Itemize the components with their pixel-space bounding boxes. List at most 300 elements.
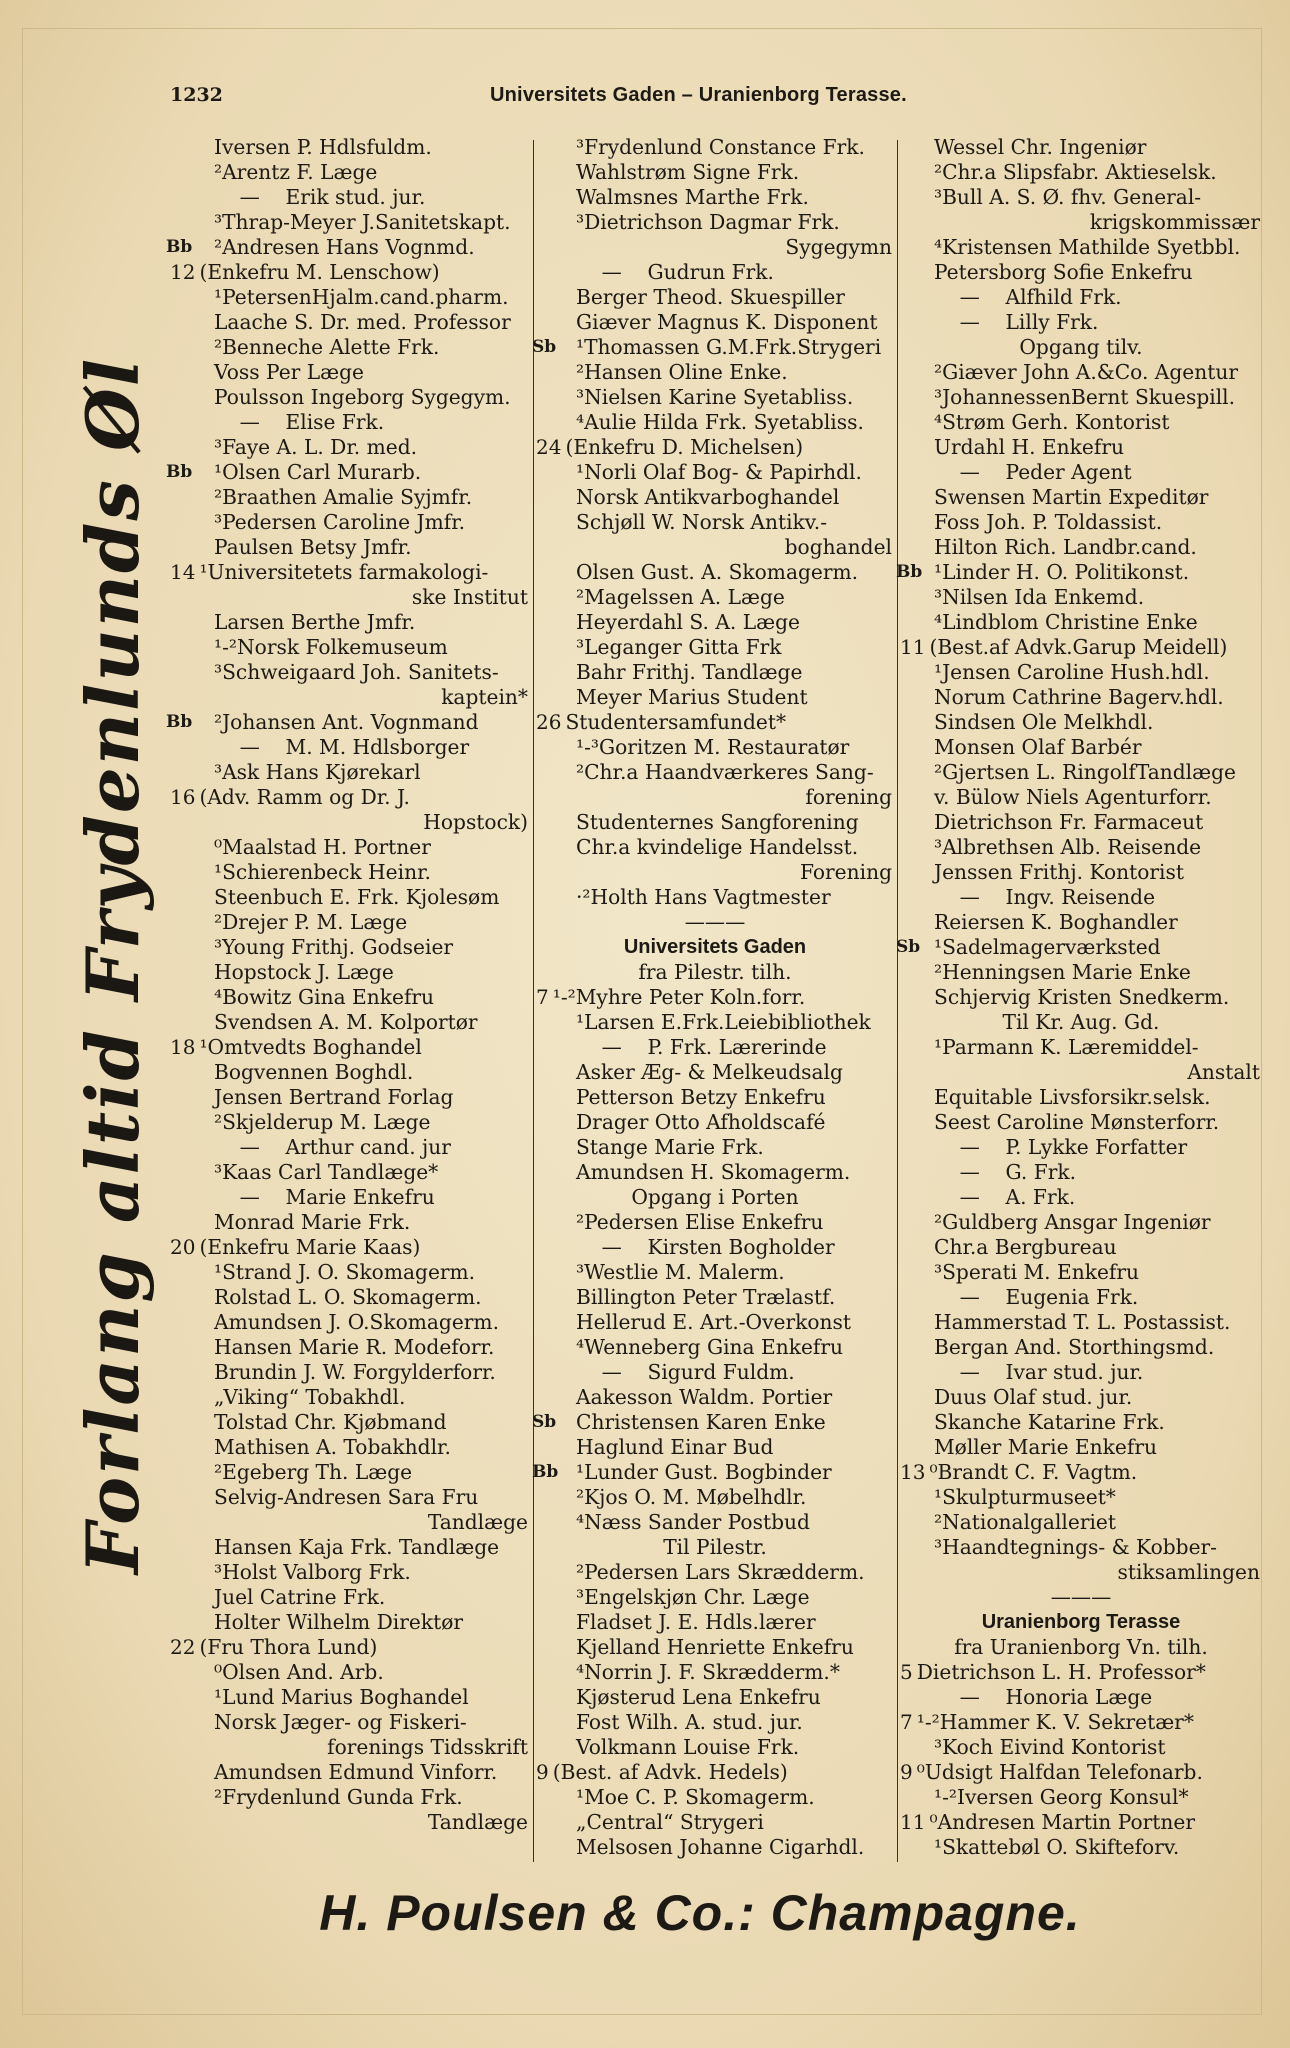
directory-entry bbox=[536, 760, 894, 785]
directory-entry bbox=[536, 1285, 894, 1310]
entry-text: ¹Skattebøl O. Skifteforv. bbox=[934, 1835, 1180, 1859]
directory-entry bbox=[896, 935, 1262, 960]
street-note bbox=[536, 1185, 894, 1210]
directory-entry bbox=[900, 785, 1262, 810]
entry-text: Hansen Marie R. Modeforr. bbox=[214, 1335, 495, 1359]
entry-text: Wahlstrøm Signe Frk. bbox=[576, 160, 800, 184]
directory-entry bbox=[536, 735, 894, 760]
directory-entry bbox=[170, 1235, 530, 1260]
entry-text: (Enkefru M. Lenschow) bbox=[199, 260, 440, 284]
entry-text: Amundsen J. O.Skomagerm. bbox=[214, 1310, 499, 1334]
directory-entry bbox=[536, 1360, 894, 1385]
entry-text: Asker Æg- & Melkeudsalg bbox=[576, 1060, 843, 1084]
entry-text: Poulsson Ingeborg Sygegym. bbox=[214, 385, 511, 409]
directory-entry bbox=[900, 610, 1262, 635]
directory-entry bbox=[900, 810, 1262, 835]
entry-text: Paulsen Betsy Jmfr. bbox=[214, 535, 412, 559]
directory-entry bbox=[166, 460, 530, 485]
directory-entry bbox=[536, 510, 894, 535]
directory-entry bbox=[170, 1485, 530, 1510]
entry-continuation bbox=[170, 1810, 530, 1835]
directory-entry bbox=[900, 960, 1262, 985]
entry-text: Christensen Karen Enke bbox=[576, 1410, 826, 1434]
entry-text: ³Faye A. L. Dr. med. bbox=[214, 435, 418, 459]
entry-text: ⁴Wenneberg Gina Enkefru bbox=[576, 1335, 844, 1359]
directory-entry bbox=[536, 1560, 894, 1585]
entry-continuation bbox=[536, 235, 894, 260]
directory-entry bbox=[536, 485, 894, 510]
directory-entry bbox=[900, 1135, 1262, 1160]
entry-text: — Ingv. Reisende bbox=[934, 885, 1156, 909]
directory-entry bbox=[900, 360, 1262, 385]
floor-marker: Sb bbox=[532, 1412, 557, 1432]
directory-entry bbox=[536, 1210, 894, 1235]
directory-entry bbox=[900, 285, 1262, 310]
entry-text: Juel Catrine Frk. bbox=[214, 1585, 386, 1609]
entry-text: ¹Universitetets farmakologi- bbox=[199, 560, 489, 584]
entry-text: ²Drejer P. M. Læge bbox=[214, 910, 408, 934]
directory-entry bbox=[536, 1710, 894, 1735]
directory-entry bbox=[536, 885, 894, 910]
house-number: 7 bbox=[536, 985, 549, 1009]
directory-entry bbox=[170, 860, 530, 885]
entry-text: Schjøll W. Norsk Antikv.- bbox=[576, 510, 828, 534]
entry-text: ¹Olsen Carl Murarb. bbox=[214, 460, 422, 484]
house-number: 22 bbox=[170, 1635, 196, 1659]
entry-text: Bahr Frithj. Tandlæge bbox=[576, 660, 803, 684]
directory-entry bbox=[170, 1535, 530, 1560]
entry-text: Foss Joh. P. Toldassist. bbox=[934, 510, 1163, 534]
floor-marker: Bb bbox=[896, 562, 923, 582]
entry-text: (Fru Thora Lund) bbox=[199, 1635, 378, 1659]
directory-entry bbox=[536, 1435, 894, 1460]
directory-entry bbox=[170, 285, 530, 310]
entry-text: ²Benneche Alette Frk. bbox=[214, 335, 440, 359]
entry-text: Tandlæge bbox=[427, 1510, 528, 1534]
directory-entry bbox=[900, 710, 1262, 735]
floor-marker: Bb bbox=[166, 237, 193, 257]
directory-entry bbox=[170, 385, 530, 410]
entry-text: — Ivar stud. jur. bbox=[934, 1360, 1144, 1384]
entry-text: Hopstock J. Læge bbox=[214, 960, 394, 984]
directory-entry bbox=[536, 1485, 894, 1510]
house-number: 20 bbox=[170, 1235, 196, 1259]
directory-entry bbox=[536, 1760, 894, 1785]
entry-text: ⁰Maalstad H. Portner bbox=[214, 835, 431, 859]
directory-entry bbox=[170, 1285, 530, 1310]
entry-text: ³Thrap-Meyer J.Sanitetskapt. bbox=[214, 210, 511, 234]
directory-entry bbox=[170, 1610, 530, 1635]
entry-text: ¹-²Norsk Folkemuseum bbox=[214, 635, 448, 659]
directory-entry bbox=[900, 585, 1262, 610]
directory-entry bbox=[170, 1585, 530, 1610]
entry-text: Tolstad Chr. Kjøbmand bbox=[214, 1410, 447, 1434]
page-header bbox=[170, 84, 1250, 114]
directory-entry bbox=[536, 1785, 894, 1810]
entry-text: ²Chr.a Haandværkeres Sang- bbox=[576, 760, 874, 784]
directory-entry bbox=[170, 410, 530, 435]
entry-text: Til Kr. Aug. Gd. bbox=[1002, 1010, 1160, 1034]
entry-text: ³Pedersen Caroline Jmfr. bbox=[214, 510, 466, 534]
directory-entry bbox=[170, 1685, 530, 1710]
directory-entry bbox=[170, 985, 530, 1010]
directory-entry bbox=[900, 1485, 1262, 1510]
entry-text: Steenbuch E. Frk. Kjolesøm bbox=[214, 885, 500, 909]
entry-text: Jensen Bertrand Forlag bbox=[214, 1085, 454, 1109]
directory-entry bbox=[170, 135, 530, 160]
directory-entry bbox=[900, 1735, 1262, 1760]
house-number: 11 bbox=[900, 635, 926, 659]
directory-entry bbox=[536, 560, 894, 585]
entry-text: Hammerstad T. L. Postassist. bbox=[934, 1310, 1231, 1334]
directory-entry bbox=[170, 185, 530, 210]
entry-text: Aakesson Waldm. Portier bbox=[576, 1385, 833, 1409]
entry-text: Hilton Rich. Landbr.cand. bbox=[934, 535, 1197, 559]
entry-text: Chr.a kvindelige Handelsst. bbox=[576, 835, 859, 859]
entry-text: — Eugenia Frk. bbox=[934, 1285, 1139, 1309]
entry-text: ²Giæver John A.&Co. Agentur bbox=[934, 360, 1238, 384]
page-number: 1232 bbox=[170, 84, 223, 106]
directory-entry bbox=[170, 435, 530, 460]
entry-continuation bbox=[900, 210, 1262, 235]
entry-text: ³Schweigaard Joh. Sanitets- bbox=[214, 660, 499, 684]
entry-text: ⁴Kristensen Mathilde Syetbbl. bbox=[934, 235, 1241, 259]
entry-text: ³Kaas Carl Tandlæge* bbox=[214, 1160, 439, 1184]
directory-entry bbox=[170, 660, 530, 685]
directory-entry bbox=[900, 860, 1262, 885]
entry-continuation bbox=[170, 685, 530, 710]
entry-text: Equitable Livsforsikr.selsk. bbox=[934, 1085, 1211, 1109]
entry-text: ³Bull A. S. Ø. fhv. General- bbox=[934, 185, 1202, 209]
entry-text: Giæver Magnus K. Disponent bbox=[576, 310, 878, 334]
house-number: 24 bbox=[536, 435, 562, 459]
directory-entry bbox=[900, 510, 1262, 535]
directory-entry bbox=[170, 1110, 530, 1135]
floor-marker: Sb bbox=[896, 937, 921, 957]
entry-text: Stange Marie Frk. bbox=[576, 1135, 764, 1159]
entry-text: krigskommissær bbox=[1089, 210, 1260, 234]
entry-text: ——— bbox=[1050, 1585, 1112, 1609]
entry-text: ⁰Olsen And. Arb. bbox=[214, 1660, 384, 1684]
entry-text: — Kirsten Bogholder bbox=[576, 1235, 835, 1259]
directory-entry bbox=[900, 1810, 1262, 1835]
house-number: 9 bbox=[536, 1760, 549, 1784]
directory-entry bbox=[536, 435, 894, 460]
entry-text: Monsen Olaf Barbér bbox=[934, 735, 1142, 759]
entry-text: Laache S. Dr. med. Professor bbox=[214, 310, 511, 334]
entry-text: Chr.a Bergbureau bbox=[934, 1235, 1117, 1259]
directory-entry bbox=[536, 1660, 894, 1685]
entry-text: ³Westlie M. Malerm. bbox=[576, 1260, 785, 1284]
directory-entry bbox=[900, 135, 1262, 160]
entry-text: ¹-²Iversen Georg Konsul* bbox=[934, 1785, 1189, 1809]
entry-text: Amundsen H. Skomagerm. bbox=[576, 1160, 851, 1184]
running-title: Universitets Gaden – Uranienborg Terasse. bbox=[490, 84, 907, 106]
entry-text: ²Chr.a Slipsfabr. Aktieselsk. bbox=[934, 160, 1217, 184]
directory-entry bbox=[536, 635, 894, 660]
entry-text: (Enkefru D. Michelsen) bbox=[565, 435, 804, 459]
directory-entry bbox=[536, 1610, 894, 1635]
entry-text: Swensen Martin Expeditør bbox=[934, 485, 1209, 509]
entry-text: Norum Cathrine Bagerv.hdl. bbox=[934, 685, 1224, 709]
directory-entry bbox=[900, 760, 1262, 785]
entry-text: Sygegymn bbox=[785, 235, 892, 259]
directory-entry bbox=[170, 935, 530, 960]
entry-text: Brundin J. W. Forgylderforr. bbox=[214, 1360, 496, 1384]
entry-continuation bbox=[170, 585, 530, 610]
directory-entry bbox=[170, 335, 530, 360]
entry-text: „Central“ Strygeri bbox=[576, 1810, 764, 1834]
entry-text: Walmsnes Marthe Frk. bbox=[576, 185, 809, 209]
entry-text: Dietrichson L. H. Professor* bbox=[916, 1660, 1206, 1684]
directory-entry bbox=[900, 485, 1262, 510]
directory-entry bbox=[536, 710, 894, 735]
entry-text: fra Uranienborg Vn. tilh. bbox=[954, 1635, 1208, 1659]
entry-text: — G. Frk. bbox=[934, 1160, 1077, 1184]
entry-text: Haglund Einar Bud bbox=[576, 1435, 774, 1459]
entry-text: Bergan And. Storthingsmd. bbox=[934, 1335, 1215, 1359]
entry-text: ³Nielsen Karine Syetabliss. bbox=[576, 385, 854, 409]
entry-text: Opgang i Porten bbox=[631, 1185, 799, 1209]
entry-text: ⁴Næss Sander Postbud bbox=[576, 1510, 810, 1534]
entry-text: — Alfhild Frk. bbox=[934, 285, 1122, 309]
directory-entry bbox=[900, 985, 1262, 1010]
directory-entry bbox=[536, 660, 894, 685]
entry-text: — Peder Agent bbox=[934, 460, 1132, 484]
entry-text: boghandel bbox=[784, 535, 892, 559]
entry-text: Møller Marie Enkefru bbox=[934, 1435, 1157, 1459]
entry-text: ¹Skulpturmuseet* bbox=[934, 1485, 1116, 1509]
entry-text: Studentersamfundet* bbox=[565, 710, 787, 734]
directory-entry bbox=[900, 1410, 1262, 1435]
directory-entry bbox=[900, 1085, 1262, 1110]
house-number: 11 bbox=[900, 1810, 926, 1834]
entry-text: (Best.af Advk.Garup Meidell) bbox=[929, 635, 1228, 659]
street-heading bbox=[536, 935, 894, 960]
directory-entry bbox=[170, 485, 530, 510]
directory-entry bbox=[536, 1385, 894, 1410]
entry-text: ——— bbox=[684, 910, 746, 934]
directory-entry bbox=[170, 1660, 530, 1685]
house-number: 9 bbox=[900, 1760, 913, 1784]
directory-entry bbox=[900, 160, 1262, 185]
directory-entry bbox=[900, 235, 1262, 260]
entry-text: Kjøsterud Lena Enkefru bbox=[576, 1685, 821, 1709]
entry-text: — Elise Frk. bbox=[214, 410, 385, 434]
directory-entry bbox=[170, 1160, 530, 1185]
entry-text: Bogvennen Boghdl. bbox=[214, 1060, 414, 1084]
entry-text: ³Nilsen Ida Enkemd. bbox=[934, 585, 1145, 609]
entry-text: forenings Tidsskrift bbox=[327, 1735, 528, 1759]
directory-entry bbox=[536, 460, 894, 485]
directory-entry bbox=[536, 585, 894, 610]
entry-text: ²Henningsen Marie Enke bbox=[934, 960, 1191, 984]
entry-text: ⁴Norrin J. F. Skrædderm.* bbox=[576, 1660, 840, 1684]
house-number: 7 bbox=[900, 1710, 913, 1734]
street-note bbox=[900, 1635, 1262, 1660]
directory-entry bbox=[170, 1760, 530, 1785]
entry-text: — M. M. Hdlsborger bbox=[214, 735, 470, 759]
directory-entry bbox=[900, 1310, 1262, 1335]
directory-entry bbox=[900, 660, 1262, 685]
entry-text: Urdahl H. Enkefru bbox=[934, 435, 1124, 459]
entry-text: ¹Larsen E.Frk.Leiebibliothek bbox=[576, 1010, 871, 1034]
directory-entry bbox=[170, 260, 530, 285]
entry-text: Schjervig Kristen Snedkerm. bbox=[934, 985, 1230, 1009]
directory-entry bbox=[536, 835, 894, 860]
entry-text: Studenternes Sangforening bbox=[576, 810, 859, 834]
entry-text: Berger Theod. Skuespiller bbox=[576, 285, 845, 309]
entry-text: ²Magelssen A. Læge bbox=[576, 585, 785, 609]
entry-text: Petterson Betzy Enkefru bbox=[576, 1085, 826, 1109]
directory-entry bbox=[532, 1410, 894, 1435]
entry-text: (Best. af Advk. Hedels) bbox=[552, 1760, 788, 1784]
entry-text: ²Arentz F. Læge bbox=[214, 160, 378, 184]
entry-text: ²Pedersen Elise Enkefru bbox=[576, 1210, 824, 1234]
directory-entry bbox=[536, 1510, 894, 1535]
directory-entry bbox=[170, 1635, 530, 1660]
entry-text: Holter Wilhelm Direktør bbox=[214, 1610, 464, 1634]
directory-entry bbox=[536, 1260, 894, 1285]
entry-text: Norsk Antikvarboghandel bbox=[576, 485, 840, 509]
directory-entry bbox=[536, 1835, 894, 1860]
directory-entry bbox=[170, 760, 530, 785]
directory-entry bbox=[900, 1435, 1262, 1460]
directory-entry bbox=[900, 635, 1262, 660]
entry-text: ⁴Strøm Gerh. Kontorist bbox=[934, 410, 1170, 434]
directory-entry bbox=[900, 1110, 1262, 1135]
entry-continuation bbox=[170, 810, 530, 835]
directory-entry bbox=[536, 410, 894, 435]
house-number: 5 bbox=[900, 1660, 913, 1684]
directory-entry bbox=[170, 1135, 530, 1160]
directory-entry bbox=[900, 1335, 1262, 1360]
entry-text: ¹Moe C. P. Skomagerm. bbox=[576, 1785, 815, 1809]
entry-text: „Viking“ Tobakhdl. bbox=[214, 1385, 406, 1409]
directory-entry bbox=[170, 1210, 530, 1235]
directory-entry bbox=[170, 635, 530, 660]
directory-entry bbox=[536, 1685, 894, 1710]
directory-entry bbox=[536, 1085, 894, 1110]
floor-marker: Bb bbox=[166, 462, 193, 482]
directory-column-3 bbox=[896, 135, 1262, 1880]
directory-entry bbox=[536, 1585, 894, 1610]
directory-entry bbox=[900, 885, 1262, 910]
entry-text: Opgang tilv. bbox=[1019, 335, 1143, 359]
directory-entry bbox=[536, 1335, 894, 1360]
directory-entry bbox=[170, 1560, 530, 1585]
directory-entry bbox=[900, 410, 1262, 435]
entry-text: ²Andresen Hans Vognmd. bbox=[214, 235, 475, 259]
directory-entry bbox=[536, 810, 894, 835]
entry-text: Wessel Chr. Ingeniør bbox=[934, 135, 1147, 159]
entry-text: Dietrichson Fr. Farmaceut bbox=[934, 810, 1204, 834]
directory-entry bbox=[900, 835, 1262, 860]
entry-text: Selvig-Andresen Sara Fru bbox=[214, 1485, 479, 1509]
entry-text: Duus Olaf stud. jur. bbox=[934, 1385, 1133, 1409]
entry-text: ²Egeberg Th. Læge bbox=[214, 1460, 413, 1484]
directory-entry bbox=[536, 985, 894, 1010]
entry-text: Voss Per Læge bbox=[214, 360, 364, 384]
directory-entry bbox=[536, 1110, 894, 1135]
directory-entry bbox=[170, 510, 530, 535]
directory-entry bbox=[900, 1685, 1262, 1710]
directory-entry bbox=[170, 360, 530, 385]
directory-entry bbox=[900, 1660, 1262, 1685]
entry-text: Svendsen A. M. Kolportør bbox=[214, 1010, 478, 1034]
directory-entry bbox=[900, 1035, 1262, 1060]
directory-entry bbox=[170, 535, 530, 560]
entry-continuation bbox=[900, 1560, 1262, 1585]
directory-entry bbox=[536, 160, 894, 185]
entry-text: Sindsen Ole Melkhdl. bbox=[934, 710, 1154, 734]
entry-text: Amundsen Edmund Vinforr. bbox=[214, 1760, 498, 1784]
entry-text: ske Institut bbox=[411, 585, 528, 609]
entry-text: Seest Caroline Mønsterforr. bbox=[934, 1110, 1220, 1134]
entry-text: ³Ask Hans Kjørekarl bbox=[214, 760, 421, 784]
entry-text: ³Holst Valborg Frk. bbox=[214, 1560, 411, 1584]
directory-entry bbox=[536, 1810, 894, 1835]
directory-entry bbox=[536, 1035, 894, 1060]
directory-entry bbox=[170, 735, 530, 760]
house-number: 14 bbox=[170, 560, 196, 584]
entry-text: Meyer Marius Student bbox=[576, 685, 808, 709]
entry-text: ³Engelskjøn Chr. Læge bbox=[576, 1585, 810, 1609]
directory-entry bbox=[170, 610, 530, 635]
entry-text: Forening bbox=[799, 860, 892, 884]
street-note bbox=[900, 335, 1262, 360]
directory-entry bbox=[170, 1060, 530, 1085]
directory-entry bbox=[900, 185, 1262, 210]
entry-text: Petersborg Sofie Enkefru bbox=[934, 260, 1193, 284]
entry-text: Fladset J. E. Hdls.lærer bbox=[576, 1610, 816, 1634]
entry-text: ¹Strand J. O. Skomagerm. bbox=[214, 1260, 476, 1284]
directory-entry bbox=[900, 1510, 1262, 1535]
directory-entry bbox=[532, 1460, 894, 1485]
entry-text: ³Sperati M. Enkefru bbox=[934, 1260, 1140, 1284]
entry-text: — Gudrun Frk. bbox=[576, 260, 774, 284]
directory-entry bbox=[536, 210, 894, 235]
column-divider bbox=[533, 140, 534, 1862]
directory-entry bbox=[900, 1535, 1262, 1560]
entry-text: ³Young Frithj. Godseier bbox=[214, 935, 454, 959]
directory-entry bbox=[170, 1310, 530, 1335]
directory-entry bbox=[536, 610, 894, 635]
directory-entry bbox=[536, 1635, 894, 1660]
directory-entry bbox=[900, 310, 1262, 335]
entry-continuation bbox=[536, 860, 894, 885]
entry-text: ³Leganger Gitta Frk bbox=[576, 635, 782, 659]
directory-entry bbox=[170, 1335, 530, 1360]
entry-text: ¹-²Myhre Peter Koln.forr. bbox=[552, 985, 806, 1009]
entry-text: ¹Lund Marius Boghandel bbox=[214, 1685, 469, 1709]
directory-entry bbox=[170, 785, 530, 810]
street-note bbox=[536, 960, 894, 985]
directory-entry bbox=[900, 1235, 1262, 1260]
entry-continuation bbox=[536, 535, 894, 560]
directory-entry bbox=[536, 1735, 894, 1760]
entry-text: Drager Otto Afholdscafé bbox=[576, 1110, 826, 1134]
floor-marker: Bb bbox=[166, 712, 193, 732]
entry-text: Olsen Gust. A. Skomagerm. bbox=[576, 560, 859, 584]
directory-entry bbox=[170, 885, 530, 910]
entry-text: ¹Jensen Caroline Hush.hdl. bbox=[934, 660, 1210, 684]
directory-entry bbox=[536, 1010, 894, 1035]
entry-text: ⁴Bowitz Gina Enkefru bbox=[214, 985, 435, 1009]
column-divider bbox=[897, 140, 898, 1862]
entry-text: ¹-³Goritzen M. Restauratør bbox=[576, 735, 850, 759]
directory-entry bbox=[536, 1235, 894, 1260]
